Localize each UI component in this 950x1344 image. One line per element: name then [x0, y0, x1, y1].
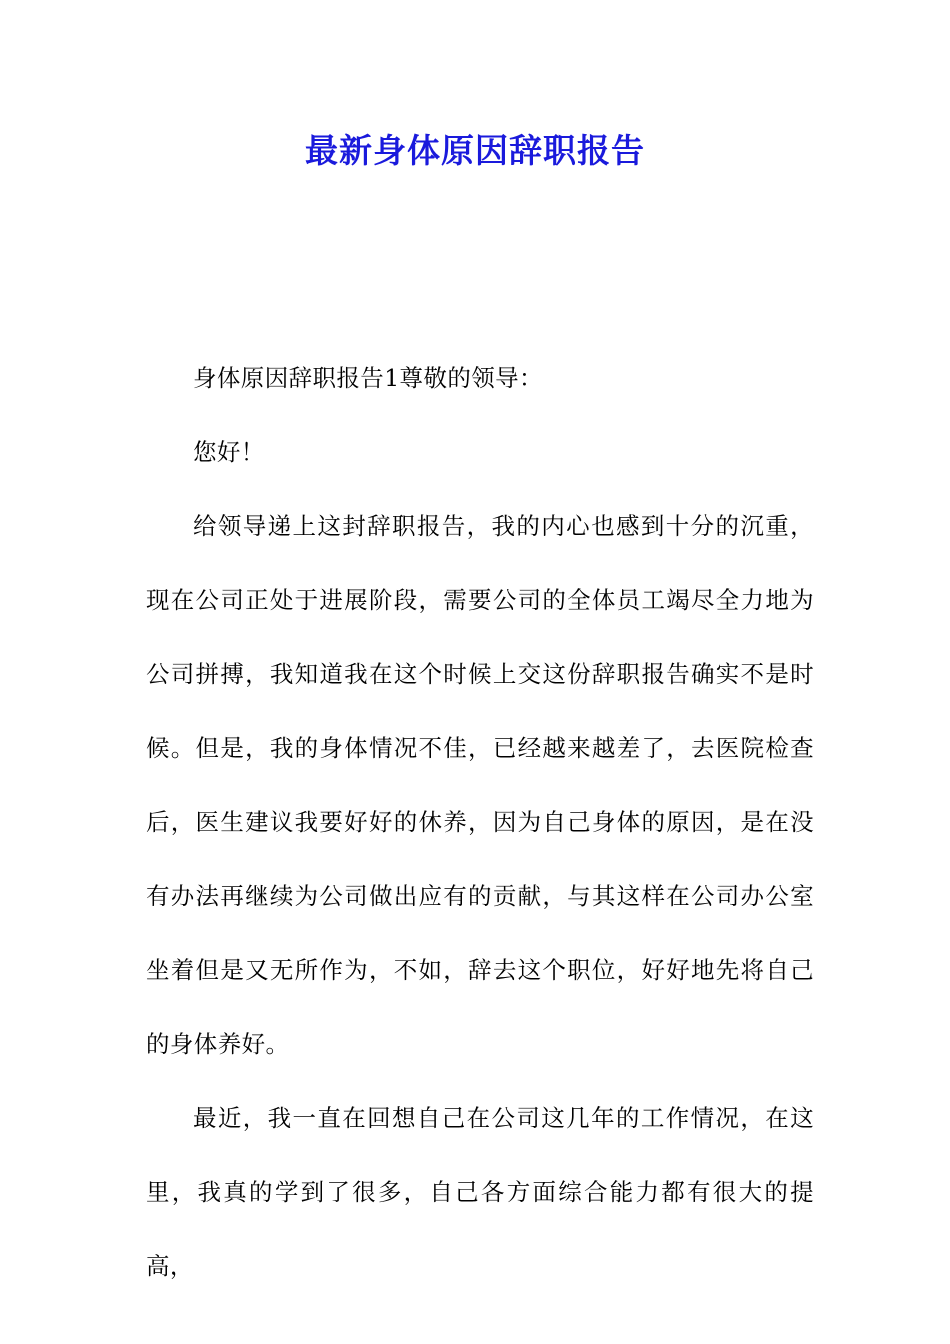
document-body [146, 341, 814, 1303]
greeting-line: 您好！ [193, 438, 265, 466]
body-paragraph-1: 给领导递上这封辞职报告，我的内心也感到十分的沉重，现在公司正处于进展阶段，需要公司的全体员工竭尽全力地为公司拼搏，我知道我在这个时候上交这份辞职报告确实不是时候。但是，我的身体情况不佳，已经越来越差了，去医院检查后，医生建议我要好好的休养，因为自己身体的原因，是在没有办法再继续为公司做出应有的贡献，与其这样在公司办公室坐着但是又无所作为，不如，辞去这个职位，好好地先将自己的身体养好。 [146, 512, 814, 1058]
body-paragraph-2: 最近，我一直在回想自己在公司这几年的工作情况，在这里，我真的学到了很多，自己各方面综合能力都有很大的提高， [146, 1104, 814, 1280]
document-title: 最新身体原因辞职报告 [305, 131, 645, 170]
salutation-line: 身体原因辞职报告1尊敬的领导： [193, 364, 543, 392]
